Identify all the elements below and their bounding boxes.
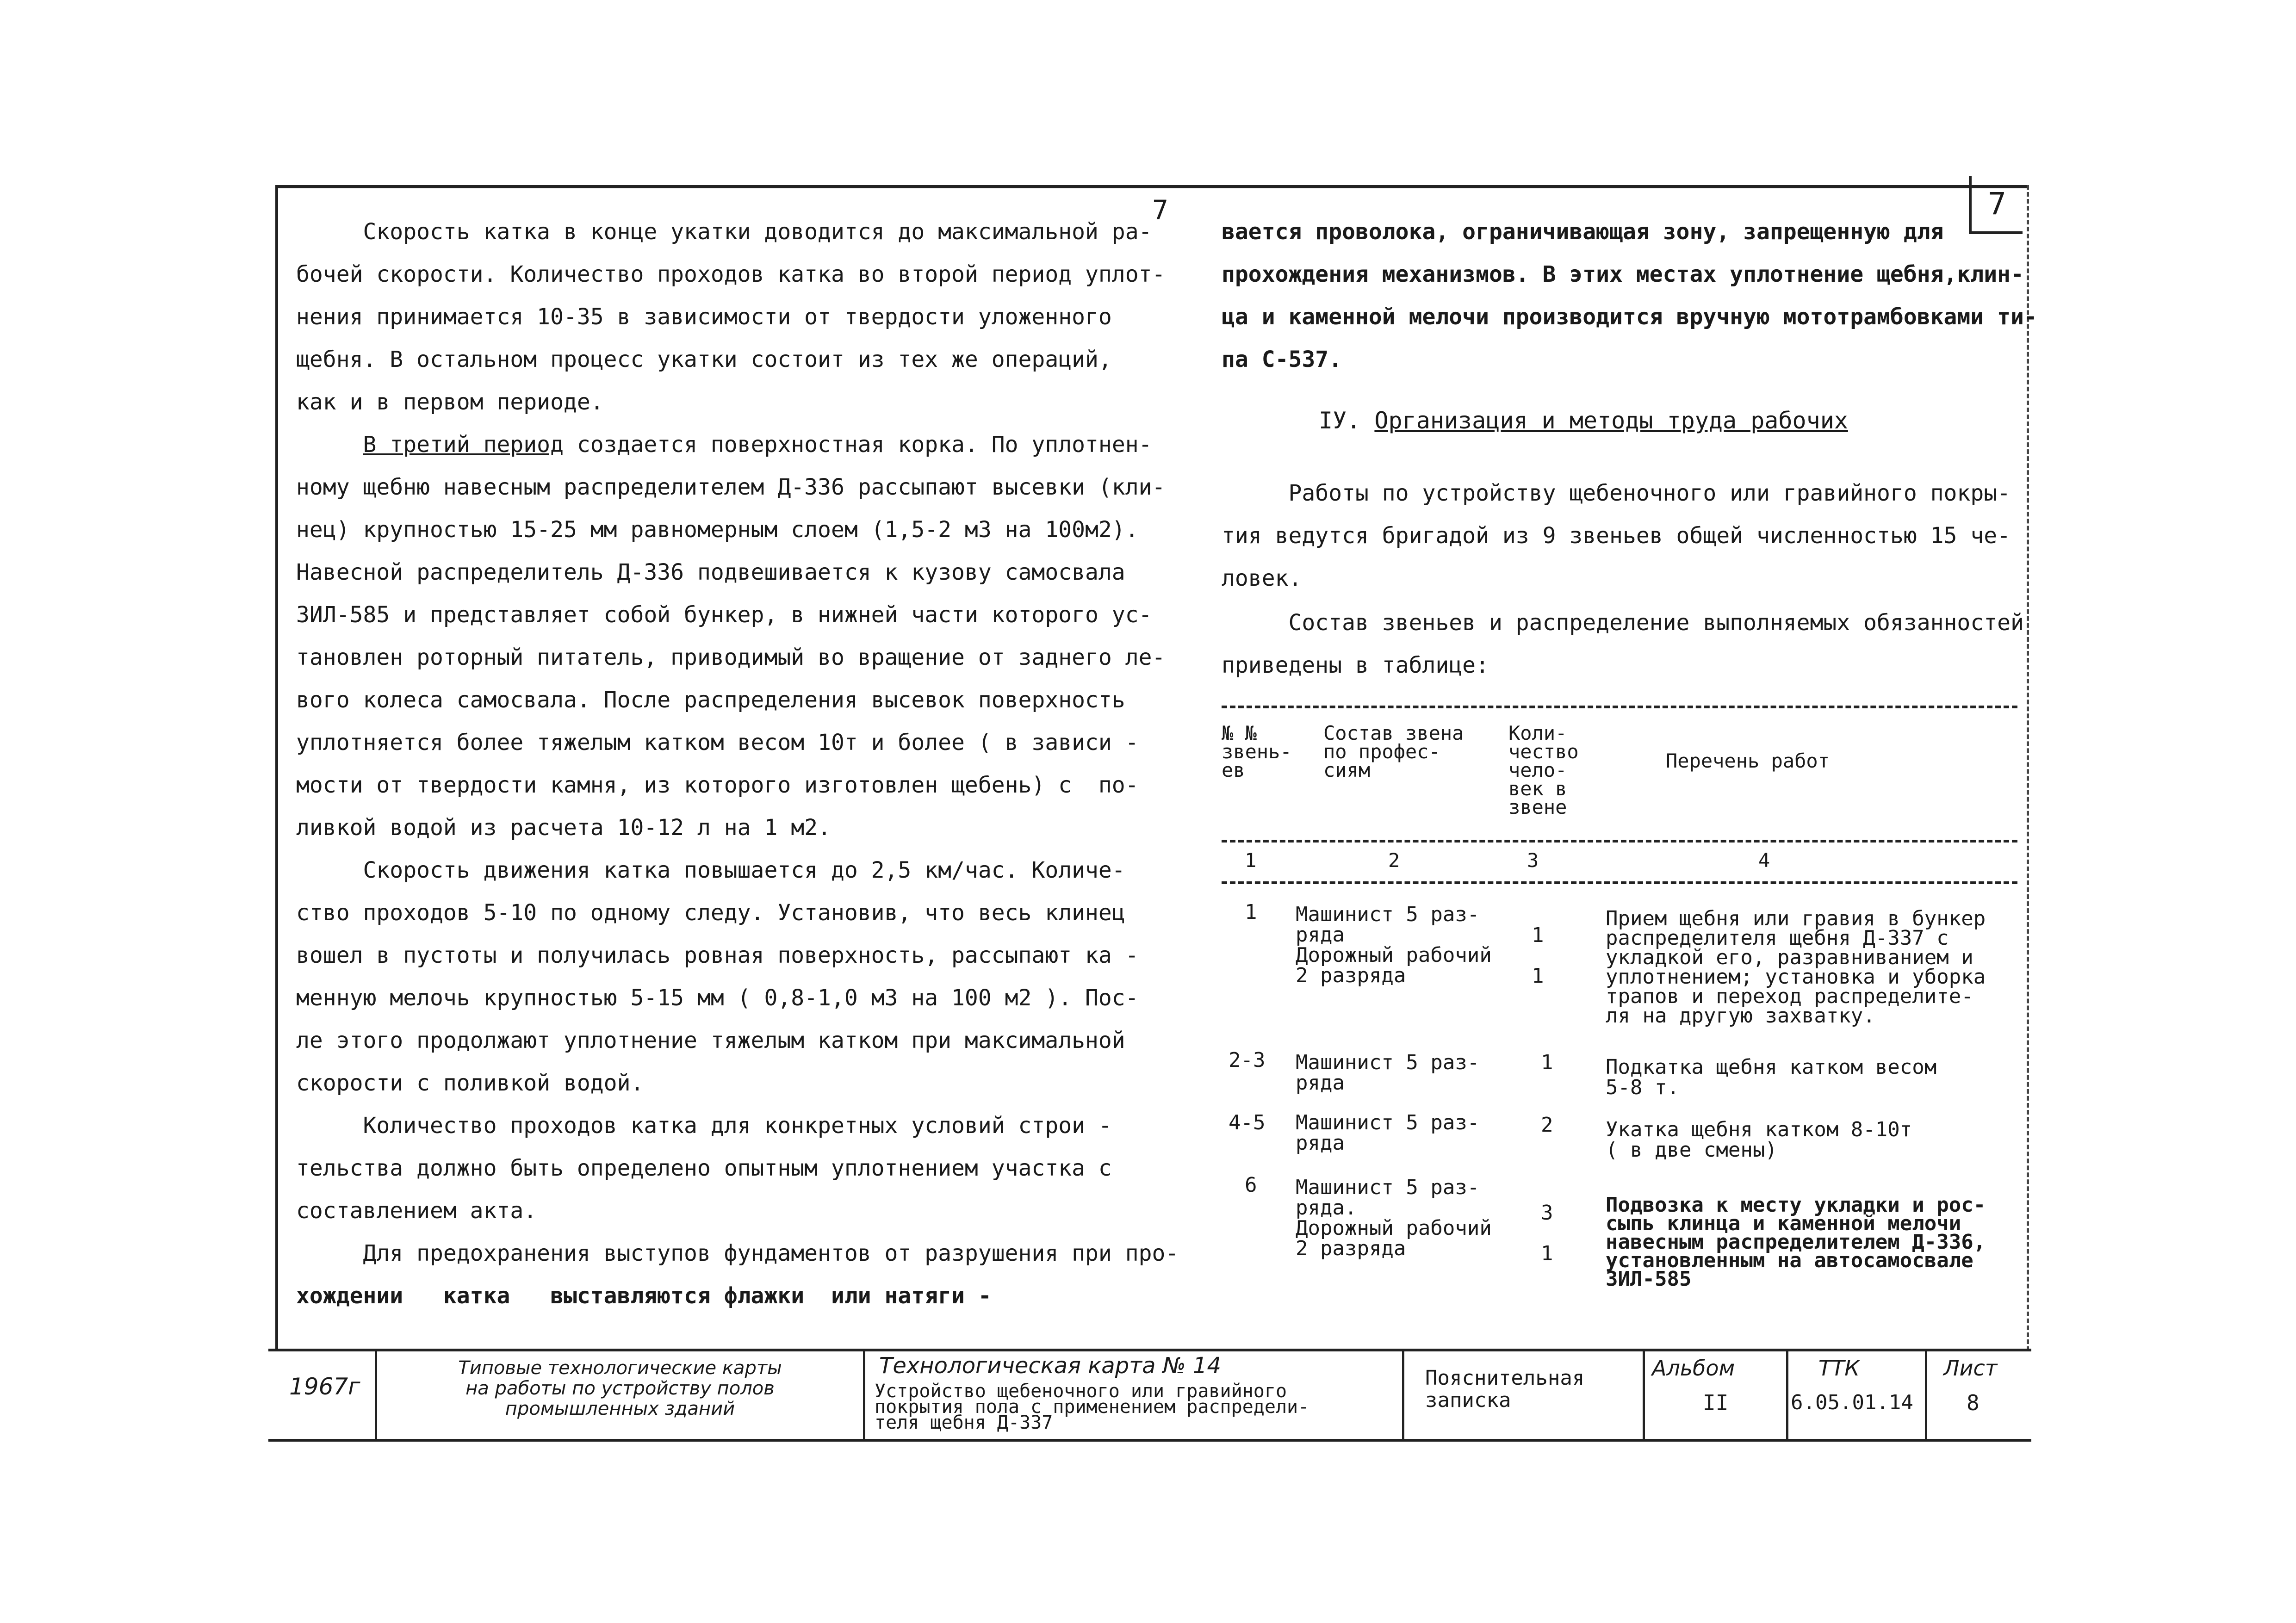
- text-line: нения принимается 10-35 в зависимости от твердости уложенного: [296, 304, 1112, 330]
- row-quantity: 1: [1541, 1051, 1553, 1074]
- row-work: Прием щебня или гравия в бункер распределителя щебня Д-337 с укладкой его, разравниванием и уплотнением; установка и уборка трапов и переход распределите- ля на другую захватку.: [1606, 907, 1986, 1028]
- text-line: как и в первом периоде.: [296, 389, 604, 415]
- text-line: Состав звеньев и распределение выполняемых обязанностей: [1222, 610, 2024, 636]
- text-line: Для предохранения выступов фундаментов от разрушения при про-: [296, 1240, 1179, 1266]
- header-number-1: 1: [1245, 849, 1257, 872]
- header-numbers-dash: [1222, 881, 2017, 884]
- row-work: Укатка щебня катком 8-10т ( в две смены): [1606, 1118, 1912, 1162]
- text-line: Количество проходов катка для конкретных условий строи -: [296, 1113, 1112, 1139]
- text-line: менную мелочь крупностью 5-15 мм ( 0,8-1,0 м3 на 100 м2 ). Пос-: [296, 985, 1139, 1011]
- header-dash: [1222, 840, 2017, 842]
- tb-divider: [1402, 1349, 1404, 1439]
- text-line: вается проволока, ограничивающая зону, запрещенную для: [1222, 219, 1944, 245]
- row-composition: Машинист 5 раз- ряда. Дорожный рабочий 2 разряда: [1296, 1176, 1492, 1260]
- tb-card-title: Устройство щебеночного или гравийного покрытия пола с применением распредели- теля щебня Д-337: [875, 1381, 1309, 1433]
- left-column: [296, 211, 1179, 1317]
- row-num: 1: [1245, 900, 1257, 924]
- section-heading: [1319, 407, 1848, 434]
- third-period-label: В третий период: [363, 432, 564, 458]
- text-line: ловек.: [1222, 565, 1302, 591]
- row-num: 4-5: [1229, 1111, 1266, 1134]
- text-span: создается поверхностная корка. По уплотнен-: [563, 432, 1152, 458]
- text-line: ле этого продолжают уплотнение тяжелым катком при максимальной: [296, 1028, 1125, 1053]
- text-line: щебня. В остальном процесс укатки состоит из тех же операций,: [296, 347, 1112, 372]
- header-work-list: Перечень работ: [1666, 750, 1830, 772]
- text-line: приведены в таблице:: [1222, 652, 1489, 678]
- text-line: Навесной распределитель Д-336 подвешивается к кузову самосвала: [296, 559, 1125, 585]
- header-number-3: 3: [1527, 849, 1539, 872]
- right-column: [1222, 211, 2037, 381]
- text-line: Скорость движения катка повышается до 2,5 км/час. Количе-: [296, 857, 1125, 883]
- tb-year: 1967г: [289, 1373, 360, 1400]
- text-line: Работы по устройству щебеночного или гравийного покры-: [1222, 480, 2011, 506]
- composition-paragraph: [1222, 601, 2024, 687]
- text-line: нец) крупностью 15-25 мм равномерным слоем (1,5-2 м3 на 100м2).: [296, 517, 1139, 543]
- tb-ttk-label: ТТК: [1818, 1356, 1860, 1381]
- text-line: составлением акта.: [296, 1198, 537, 1224]
- text-line: уплотняется более тяжелым катком весом 10т и более ( в зависи -: [296, 730, 1139, 756]
- tb-divider: [863, 1349, 865, 1439]
- frame-left-line: [275, 185, 278, 1351]
- tb-sheet-value: 8: [1967, 1390, 1980, 1415]
- row-composition: Машинист 5 раз- ряда: [1296, 1111, 1480, 1155]
- sheet-corner-number: 7: [1969, 176, 2023, 234]
- text-line: вого колеса самосвала. После распределения высевок поверхность: [296, 687, 1125, 713]
- row-composition: Машинист 5 раз- ряда Дорожный рабочий 2 разряда: [1296, 903, 1492, 987]
- title-block-bottom: [268, 1439, 2031, 1442]
- row-num: 6: [1245, 1173, 1257, 1197]
- header-num: № № звень- ев: [1222, 722, 1292, 781]
- row-quantity: 2: [1541, 1113, 1553, 1137]
- text-line: ца и каменной мелочи производится вручную мототрамбовками ти-: [1222, 304, 2037, 330]
- tb-doc-type: Пояснительная записка: [1425, 1366, 1585, 1412]
- tb-card-label: Технологическая карта № 14: [879, 1353, 1222, 1379]
- section-title: Организация и методы труда рабочих: [1374, 407, 1848, 434]
- text-line: вошел в пустоты и получилась ровная поверхность, рассыпают ка -: [296, 942, 1139, 968]
- table-top-dash: [1222, 706, 2017, 708]
- row-composition: Машинист 5 раз- ряда: [1296, 1051, 1480, 1095]
- org-paragraph: [1222, 472, 2011, 600]
- title-block-top: [268, 1349, 2031, 1351]
- text-line: тельства должно быть определено опытным уплотнением участка с: [296, 1155, 1112, 1181]
- tb-sheet-label: Лист: [1943, 1356, 1998, 1381]
- tb-album-value: II: [1703, 1390, 1729, 1415]
- text-line: Скорость катка в конце укатки доводится до максимальной ра-: [296, 219, 1152, 245]
- tb-series: Типовые технологические карты на работы по устройству полов промышленных зданий: [458, 1357, 782, 1419]
- header-number-4: 4: [1758, 849, 1770, 872]
- tb-divider: [1643, 1349, 1645, 1439]
- row-num: 2-3: [1229, 1048, 1266, 1072]
- tb-ttk-value: 6.05.01.14: [1791, 1391, 1913, 1414]
- text-line: мости от твердости камня, из которого изготовлен щебень) с по-: [296, 772, 1139, 798]
- tb-album-label: Альбом: [1652, 1356, 1735, 1381]
- header-number-2: 2: [1388, 849, 1400, 872]
- text-line: ство проходов 5-10 по одному следу. Установив, что весь клинец: [296, 900, 1125, 926]
- text-line: тия ведутся бригадой из 9 звеньев общей численностью 15 че-: [1222, 523, 2011, 549]
- section-number: IУ.: [1319, 407, 1361, 434]
- text-line: скорости с поливкой водой.: [296, 1070, 644, 1096]
- text-line: па С-537.: [1222, 347, 1342, 372]
- row-quantity: 1 1: [1532, 923, 1544, 988]
- text-line: тановлен роторный питатель, приводимый во вращение от заднего ле-: [296, 644, 1166, 670]
- third-period-line: [296, 423, 1179, 466]
- text-line: ЗИЛ-585 и представляет собой бункер, в нижней части которого ус-: [296, 602, 1152, 628]
- tb-divider: [1925, 1349, 1927, 1439]
- text-line: прохождения механизмов. В этих местах уплотнение щебня,клин-: [1222, 261, 2024, 287]
- tb-divider: [1786, 1349, 1788, 1439]
- text-line: ному щебню навесным распределителем Д-336 рассыпают высевки (кли-: [296, 474, 1166, 500]
- frame-top-line: [275, 185, 2029, 188]
- tb-divider: [375, 1349, 377, 1439]
- text-line: бочей скорости. Количество проходов катка во второй период уплот-: [296, 261, 1166, 287]
- text-line: хождении катка выставляются флажки или натяги -: [296, 1283, 992, 1309]
- page-number: 7: [1152, 194, 1168, 226]
- row-work: Подвозка к месту укладки и рос- сыпь клинца и каменной мелочи навесным распределителем Д-336, установленным на автосамосвале ЗИЛ-585: [1606, 1193, 1986, 1291]
- text-line: ливкой водой из расчета 10-12 л на 1 м2.: [296, 815, 831, 841]
- row-quantity: 3 1: [1541, 1201, 1553, 1265]
- header-quantity: Коли- чество чело- век в звене: [1508, 722, 1579, 818]
- row-work: Подкатка щебня катком весом 5-8 т.: [1606, 1055, 1937, 1099]
- header-composition: Состав звена по профес- сиям: [1323, 722, 1464, 781]
